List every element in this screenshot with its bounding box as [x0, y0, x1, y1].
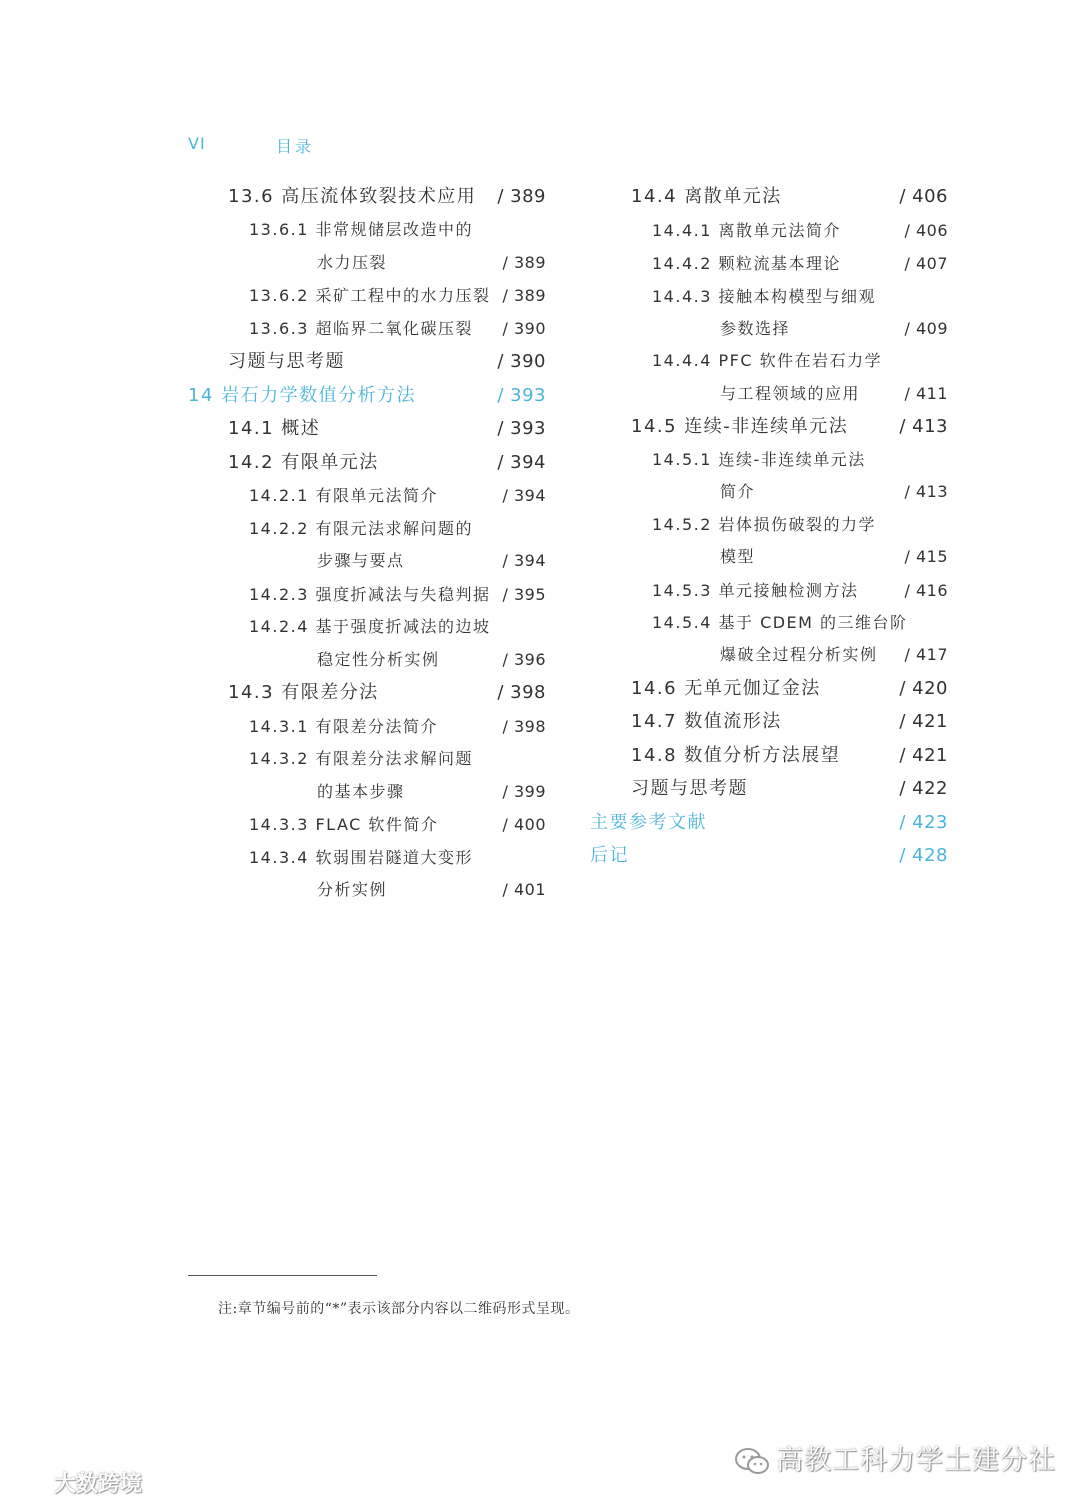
- toc-entry-label: 简介: [720, 482, 756, 501]
- toc-entry[interactable]: [188, 315, 546, 343]
- watermark-left-text: 大数跨境: [54, 1472, 143, 1497]
- toc-entry-label: 14.3 有限差分法: [228, 682, 379, 703]
- toc-entry-page: / 390: [497, 351, 546, 372]
- toc-entry-page: / 421: [899, 745, 948, 766]
- toc-entry-page: / 398: [497, 682, 546, 703]
- toc-entry-label: 14.3.3 FLAC 软件简介: [249, 815, 439, 834]
- toc-entry-page: / 393: [497, 385, 546, 406]
- toc-entry-label: 14.7 数值流形法: [631, 711, 782, 732]
- toc-entry-page: / 389: [497, 186, 546, 207]
- toc-entry-label: 与工程领域的应用: [720, 384, 861, 403]
- toc-entry[interactable]: [188, 745, 546, 773]
- toc-entry[interactable]: [188, 183, 546, 211]
- toc-entry[interactable]: [188, 216, 546, 244]
- toc-entry-label: 后记: [590, 845, 629, 866]
- toc-entry-page: / 398: [502, 717, 546, 736]
- toc-entry[interactable]: [590, 380, 948, 408]
- toc-entry-page: / 394: [497, 452, 546, 473]
- toc-entry[interactable]: [188, 348, 546, 376]
- toc-entry-page: / 428: [899, 845, 948, 866]
- toc-entry-label: 14.5 连续-非连续单元法: [631, 416, 849, 437]
- toc-entry-label: 主要参考文献: [590, 812, 707, 833]
- toc-entry[interactable]: [590, 413, 948, 441]
- toc-entry-label: 14.2.3 强度折减法与失稳判据: [249, 585, 491, 604]
- toc-entry-page: / 420: [899, 678, 948, 699]
- running-head-title: 目录: [276, 137, 315, 156]
- toc-entry[interactable]: [590, 675, 948, 703]
- toc-entry-page: / 401: [502, 880, 546, 899]
- toc-entry-label: 13.6.1 非常规储层改造中的: [249, 220, 473, 239]
- toc-entry-page: / 416: [904, 581, 948, 600]
- toc-entry[interactable]: [188, 581, 546, 609]
- toc-entry[interactable]: [590, 250, 948, 278]
- toc-entry-page: / 411: [904, 384, 948, 403]
- toc-entry[interactable]: [188, 282, 546, 310]
- toc-entry[interactable]: [188, 713, 546, 741]
- watermark-right: [734, 1438, 1056, 1477]
- toc-chapter-entry[interactable]: [590, 842, 948, 870]
- toc-entry-label: 模型: [720, 547, 756, 566]
- toc-entry-label: 爆破全过程分析实例: [720, 645, 878, 664]
- toc-entry-label: 14.3.4 软弱围岩隧道大变形: [249, 848, 473, 867]
- toc-entry[interactable]: [590, 641, 948, 669]
- toc-entry-page: / 396: [502, 650, 546, 669]
- toc-entry-page: / 422: [899, 778, 948, 799]
- toc-entry-label: 14.2.4 基于强度折减法的边坡: [249, 617, 491, 636]
- toc-entry-page: / 399: [502, 782, 546, 801]
- toc-entry-page: / 423: [899, 812, 948, 833]
- toc-entry[interactable]: [188, 515, 546, 543]
- toc-entry[interactable]: [188, 679, 546, 707]
- watermark-logo-icon: [12, 1474, 52, 1496]
- toc-entry[interactable]: [188, 482, 546, 510]
- toc-entry-page: / 389: [502, 286, 546, 305]
- toc-entry-page: / 421: [899, 711, 948, 732]
- toc-entry-label: 14.5.2 岩体损伤破裂的力学: [652, 515, 876, 534]
- toc-entry-label: 14.5.3 单元接触检测方法: [652, 581, 859, 600]
- toc-entry[interactable]: [590, 742, 948, 770]
- toc-entry-label: 14.3.1 有限差分法简介: [249, 717, 438, 736]
- toc-entry-label: 14 岩石力学数值分析方法: [188, 385, 417, 406]
- toc-entry-label: 14.4.4 PFC 软件在岩石力学: [652, 351, 883, 370]
- toc-entry-label: 14.4.3 接触本构模型与细观: [652, 287, 876, 306]
- toc-entry-page: / 413: [904, 482, 948, 501]
- toc-entry[interactable]: [590, 543, 948, 571]
- toc-entry[interactable]: [590, 609, 948, 637]
- toc-entry[interactable]: [590, 347, 948, 375]
- toc-entry-page: / 394: [502, 551, 546, 570]
- toc-entry-label: 14.6 无单元伽辽金法: [631, 678, 821, 699]
- page-number: VI: [188, 134, 206, 153]
- toc-entry[interactable]: [590, 577, 948, 605]
- toc-entry[interactable]: [188, 415, 546, 443]
- toc-entry-page: / 406: [904, 221, 948, 240]
- toc-entry-label: 13.6.2 采矿工程中的水力压裂: [249, 286, 491, 305]
- toc-entry[interactable]: [188, 449, 546, 477]
- toc-entry-label: 习题与思考题: [631, 778, 748, 799]
- wechat-icon: [734, 1447, 770, 1477]
- toc-entry[interactable]: [590, 478, 948, 506]
- toc-entry[interactable]: [188, 811, 546, 839]
- toc-entry-page: / 415: [904, 547, 948, 566]
- toc-entry[interactable]: [590, 283, 948, 311]
- toc-entry-page: / 407: [904, 254, 948, 273]
- toc-entry-page: / 417: [904, 645, 948, 664]
- toc-entry[interactable]: [188, 547, 546, 575]
- toc-entry[interactable]: [188, 778, 546, 806]
- toc-entry-page: / 393: [497, 418, 546, 439]
- toc-entry[interactable]: [188, 249, 546, 277]
- toc-entry-label: 14.4.2 颗粒流基本理论: [652, 254, 841, 273]
- toc-entry-page: / 394: [502, 486, 546, 505]
- toc-entry-label: 步骤与要点: [317, 551, 405, 570]
- toc-entry-page: / 413: [899, 416, 948, 437]
- toc-entry[interactable]: [590, 183, 948, 211]
- toc-entry[interactable]: [590, 315, 948, 343]
- toc-entry-page: / 395: [502, 585, 546, 604]
- toc-entry-label: 分析实例: [317, 880, 388, 899]
- toc-entry-page: / 406: [899, 186, 948, 207]
- toc-chapter-entry[interactable]: [590, 809, 948, 837]
- toc-entry-label: 的基本步骤: [317, 782, 405, 801]
- toc-entry-page: / 409: [904, 319, 948, 338]
- toc-entry-label: 13.6 高压流体致裂技术应用: [228, 186, 477, 207]
- toc-entry-page: / 389: [502, 253, 546, 272]
- toc-entry[interactable]: [188, 876, 546, 904]
- toc-entry[interactable]: [188, 613, 546, 641]
- footnote: 注:章节编号前的“*”表示该部分内容以二维码形式呈现。: [218, 1301, 580, 1317]
- toc-entry[interactable]: [590, 511, 948, 539]
- toc-entry-label: 14.2 有限单元法: [228, 452, 379, 473]
- toc-entry[interactable]: [188, 646, 546, 674]
- toc-entry-label: 14.2.2 有限元法求解问题的: [249, 519, 473, 538]
- toc-entry-label: 14.1 概述: [228, 418, 321, 439]
- toc-chapter-entry[interactable]: [188, 382, 546, 410]
- toc-entry-label: 13.6.3 超临界二氧化碳压裂: [249, 319, 473, 338]
- toc-entry-label: 14.4.1 离散单元法简介: [652, 221, 841, 240]
- toc-entry[interactable]: [590, 775, 948, 803]
- toc-entry[interactable]: [188, 844, 546, 872]
- toc-entry-page: / 390: [502, 319, 546, 338]
- footnote-divider: [188, 1275, 377, 1276]
- toc-entry-label: 14.5.1 连续-非连续单元法: [652, 450, 866, 469]
- watermark-right-text: 高教工科力学土建分社: [776, 1445, 1056, 1476]
- toc-entry-label: 14.2.1 有限单元法简介: [249, 486, 438, 505]
- toc-entry-label: 水力压裂: [317, 253, 388, 272]
- toc-entry[interactable]: [590, 446, 948, 474]
- toc-entry-label: 14.4 离散单元法: [631, 186, 782, 207]
- toc-entry-page: / 400: [502, 815, 546, 834]
- toc-entry[interactable]: [590, 708, 948, 736]
- toc-entry-label: 14.8 数值分析方法展望: [631, 745, 841, 766]
- toc-entry[interactable]: [590, 217, 948, 245]
- toc-entry-label: 习题与思考题: [228, 351, 345, 372]
- toc-entry-label: 14.5.4 基于 CDEM 的三维台阶: [652, 613, 908, 632]
- toc-entry-label: 14.3.2 有限差分法求解问题: [249, 749, 473, 768]
- toc-entry-label: 参数选择: [720, 319, 791, 338]
- watermark-left: [12, 1467, 142, 1498]
- toc-entry-label: 稳定性分析实例: [317, 650, 440, 669]
